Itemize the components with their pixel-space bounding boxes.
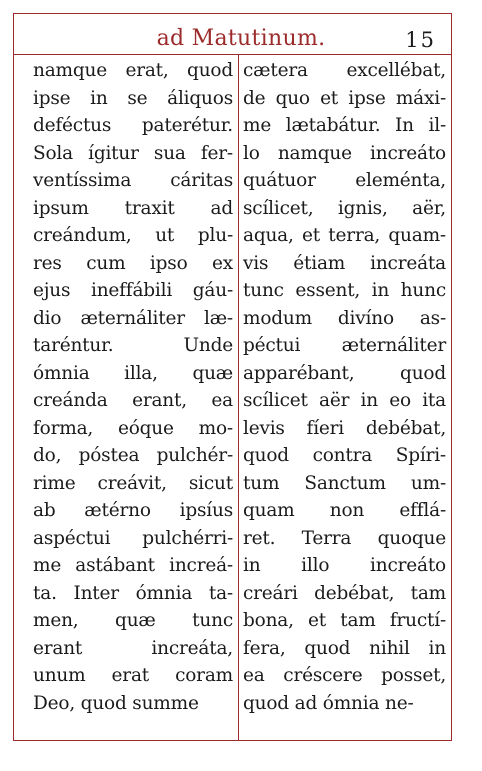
- text-line: Sola ígitur sua fer-: [33, 142, 233, 164]
- text-line: levis fíeri debébat,: [243, 417, 446, 439]
- text-line: ejus ineffábili gáu-: [33, 280, 233, 301]
- text-line: me lætabátur. In il-: [243, 115, 446, 136]
- text-line: ipse in se áliquos: [33, 87, 233, 109]
- text-line: aspéctui pulchérri-: [33, 527, 233, 549]
- text-line: vis étiam increáta: [243, 252, 446, 274]
- text-line: Deo, quod summe: [33, 692, 199, 714]
- text-line: me astábant increá-: [33, 555, 233, 576]
- column-divider: [238, 54, 239, 741]
- text-line: creánda erant, ea: [33, 390, 233, 411]
- text-line: modum divíno as-: [243, 307, 446, 329]
- text-line: creándum, ut plu-: [33, 225, 233, 246]
- text-line: ea créscere posset,: [243, 665, 446, 686]
- text-line: do, póstea pulchér-: [33, 445, 233, 466]
- text-line: ret. Terra quoque: [243, 527, 446, 549]
- text-line: lo namque increáto: [243, 142, 446, 164]
- text-line: tum Sanctum um-: [243, 472, 446, 494]
- text-line: in illo increáto: [243, 555, 446, 576]
- text-line: namque erat, quod: [33, 60, 233, 81]
- page-number: 15: [405, 28, 436, 52]
- text-line: de quo et ipse máxi-: [243, 87, 446, 109]
- right-column: [243, 57, 446, 717]
- text-line: quod ad ómnia ne-: [243, 692, 414, 714]
- header-rule: [13, 54, 452, 55]
- text-line: ipsum traxit ad: [33, 197, 233, 219]
- text-line: apparébant, quod: [243, 362, 446, 384]
- text-line: bona, et tam fructí-: [243, 610, 446, 631]
- text-line: fera, quod nihil in: [243, 637, 446, 659]
- text-line: men, quæ tunc: [33, 610, 233, 631]
- text-line: quátuor eleménta,: [243, 170, 446, 191]
- text-line: ta. Inter ómnia ta-: [33, 582, 233, 604]
- text-line: taréntur. Unde: [33, 335, 233, 356]
- text-line: res cum ipso ex: [33, 252, 233, 274]
- text-line: scílicet, ignis, aër,: [243, 197, 446, 219]
- text-line: quam non efflá-: [243, 500, 446, 521]
- text-line: unum erat coram: [33, 665, 233, 686]
- text-line: péctui æternáliter: [243, 335, 446, 356]
- text-line: aqua, et terra, quam-: [243, 225, 446, 246]
- text-line: deféctus paterétur.: [33, 115, 233, 136]
- text-line: cætera excellébat,: [243, 60, 446, 81]
- text-line: scílicet aër in eo ita: [243, 390, 446, 411]
- text-line: ómnia illa, quæ: [33, 362, 233, 384]
- text-line: erant increáta,: [33, 637, 233, 659]
- text-line: tunc essent, in hunc: [243, 280, 446, 301]
- text-line: rime creávit, sicut: [33, 472, 233, 494]
- text-line: creári debébat, tam: [243, 582, 446, 604]
- running-title: ad Matutinum.: [156, 26, 326, 51]
- text-line: ventíssima cáritas: [33, 170, 233, 191]
- left-column: [33, 57, 233, 717]
- text-line: forma, eóque mo-: [33, 417, 233, 439]
- text-line: dio æternáliter læ-: [33, 307, 233, 329]
- text-line: ab ætérno ipsíus: [33, 500, 233, 521]
- text-line: quod contra Spíri-: [243, 445, 446, 466]
